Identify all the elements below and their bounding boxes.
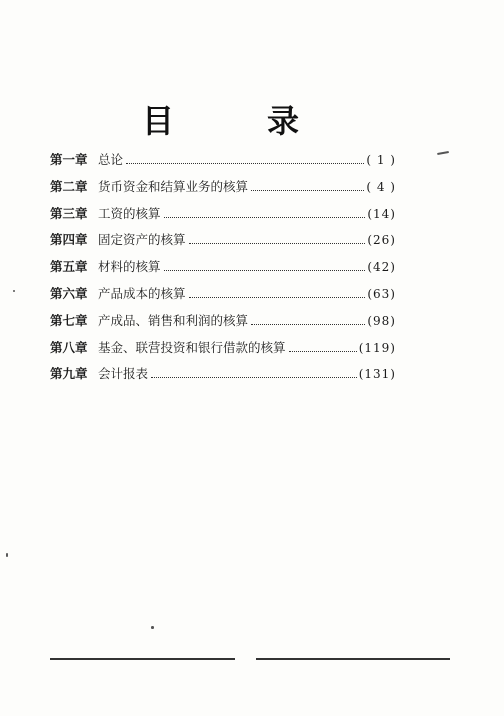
chapter-title: 基金、联营投资和银行借款的核算	[98, 339, 286, 355]
toc-entry[interactable]	[50, 284, 396, 311]
chapter-title: 材料的核算	[98, 259, 161, 275]
chapter-title: 货币资金和结算业务的核算	[98, 178, 249, 194]
dot-leader	[151, 377, 357, 378]
scan-speck	[13, 290, 15, 292]
table-of-contents	[50, 150, 396, 391]
chapter-number: 第一章	[50, 152, 88, 167]
chapter-number: 第二章	[50, 178, 88, 194]
toc-entry[interactable]	[50, 177, 396, 204]
page-number: (42)	[367, 260, 396, 275]
toc-entry[interactable]	[50, 257, 396, 284]
title-char-2: 录	[267, 102, 300, 140]
chapter-number: 第五章	[50, 259, 88, 275]
dot-leader	[189, 243, 366, 244]
dot-leader	[164, 270, 366, 271]
chapter-title: 总论	[98, 152, 124, 167]
page-number: (63)	[367, 286, 396, 301]
chapter-title: 产品成本的核算	[98, 285, 186, 301]
chapter-title: 产成品、销售和利润的核算	[98, 312, 249, 328]
scan-speck	[151, 626, 154, 629]
page-number: (119)	[358, 340, 396, 355]
dot-leader	[126, 163, 364, 164]
chapter-number: 第四章	[50, 232, 88, 248]
dot-leader	[251, 324, 365, 325]
page-number: (131)	[358, 367, 396, 382]
toc-entry[interactable]	[50, 230, 396, 257]
chapter-number: 第三章	[50, 205, 88, 221]
page-number: (26)	[367, 233, 396, 248]
page-title	[0, 96, 504, 140]
dot-leader	[189, 297, 366, 298]
chapter-number: 第六章	[50, 285, 88, 301]
dot-leader	[289, 351, 357, 352]
page-number: (98)	[367, 313, 396, 328]
page-number: (14)	[367, 206, 396, 221]
toc-entry[interactable]	[50, 364, 396, 391]
dot-leader	[251, 190, 364, 191]
dot-leader	[164, 217, 366, 218]
scan-speck	[437, 151, 449, 155]
chapter-number: 第八章	[50, 339, 88, 355]
page-number: ( 1 )	[366, 153, 396, 167]
scan-speck	[6, 553, 8, 557]
title-char-1: 目	[142, 102, 175, 140]
toc-entry[interactable]	[50, 204, 396, 231]
page-edge-line	[50, 658, 235, 660]
chapter-number: 第七章	[50, 312, 88, 328]
page-number: ( 4 )	[366, 179, 396, 194]
chapter-number: 第九章	[50, 366, 88, 382]
toc-entry[interactable]	[50, 311, 396, 338]
chapter-title: 固定资产的核算	[98, 232, 186, 248]
toc-entry[interactable]	[50, 338, 396, 365]
chapter-title: 会计报表	[98, 366, 149, 382]
page-edge-line	[256, 658, 450, 660]
chapter-title: 工资的核算	[98, 205, 161, 221]
toc-entry[interactable]	[50, 150, 396, 177]
